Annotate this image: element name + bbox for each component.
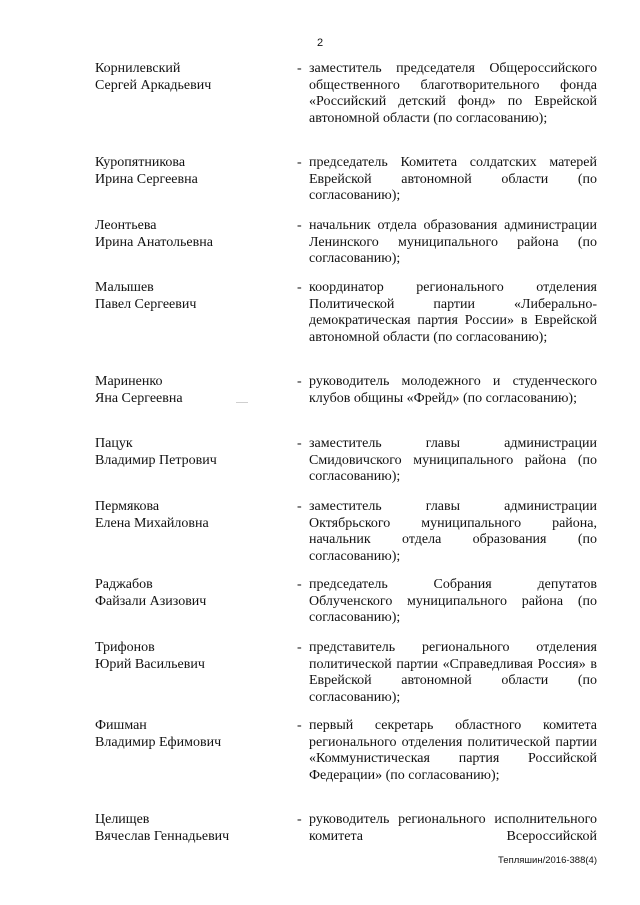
member-name	[95, 812, 285, 845]
member-role: председатель Собрания депутатов Облученского муниципального района (по согласованию);	[309, 577, 597, 625]
member-given-names: Яна Сергеевна	[95, 390, 183, 406]
member-name	[95, 61, 285, 94]
member-given-names: Ирина Анатольевна	[95, 234, 213, 250]
member-surname: Раджабов	[95, 577, 153, 592]
entry-dash: -	[297, 718, 302, 733]
member-name	[95, 577, 285, 610]
member-given-names: Елена Михайловна	[95, 515, 209, 531]
entry-dash: -	[297, 374, 302, 389]
entry-dash: -	[297, 218, 302, 233]
member-given-names: Владимир Ефимович	[95, 734, 222, 750]
member-role: заместитель председателя Общероссийского общественного благотворительного фонда «Российский детский фонд» по Еврейской автономной области (по согласованию);	[309, 61, 597, 126]
member-name	[95, 374, 285, 407]
entry-dash: -	[297, 640, 302, 655]
document-code: Тепляшин/2016-388(4)	[498, 855, 597, 866]
entry-dash: -	[297, 436, 302, 451]
entry-dash: -	[297, 577, 302, 592]
member-surname: Фишман	[95, 718, 147, 733]
member-given-names: Павел Сергеевич	[95, 296, 197, 312]
member-role: руководитель молодежного и студенческого клубов общины «Фрейд» (по согласованию);	[309, 374, 597, 406]
member-surname: Трифонов	[95, 640, 155, 655]
member-surname: Пермякова	[95, 499, 160, 514]
member-given-names: Сергей Аркадьевич	[95, 77, 212, 93]
member-given-names: Владимир Петрович	[95, 452, 217, 468]
member-given-names: Файзали Азизович	[95, 593, 207, 609]
entry-dash: -	[297, 280, 302, 295]
member-role: председатель Комитета солдатских матерей Еврейской автономной области (по согласованию);	[309, 155, 597, 203]
entry-dash: -	[297, 155, 302, 170]
member-role: представитель регионального отделения политической партии «Справедливая Россия» в Еврейской автономной области (по согласованию);	[309, 640, 597, 705]
member-given-names: Юрий Васильевич	[95, 656, 205, 672]
member-name	[95, 155, 285, 188]
page-number: 2	[316, 37, 324, 49]
member-surname: Корнилевский	[95, 61, 181, 76]
member-surname: Леонтьева	[95, 218, 157, 233]
entry-dash: -	[297, 812, 302, 827]
member-role: руководитель регионального исполнительного комитета Всероссийской	[309, 812, 597, 844]
entry-dash: -	[297, 61, 302, 76]
member-name	[95, 280, 285, 313]
member-role: начальник отдела образования администрации Ленинского муниципального района (по согласованию);	[309, 218, 597, 266]
member-role: координатор регионального отделения Политической партии «Либерально-демократическая партия России» в Еврейской автономной области (по согласованию);	[309, 280, 597, 345]
member-given-names: Вячеслав Геннадьевич	[95, 828, 230, 844]
member-surname: Куропятникова	[95, 155, 186, 170]
member-surname: Малышев	[95, 280, 154, 295]
member-surname: Пацук	[95, 436, 133, 451]
member-name	[95, 218, 285, 251]
member-role: заместитель главы администрации Октябрьского муниципального района, начальник отдела образования (по согласованию);	[309, 499, 597, 564]
member-role: заместитель главы администрации Смидовичского муниципального района (по согласованию);	[309, 436, 597, 484]
member-role: первый секретарь областного комитета регионального отделения политической партии «Коммунистическая партия Российской Федерации» (по согласованию);	[309, 718, 597, 783]
member-surname: Целищев	[95, 812, 150, 827]
member-name	[95, 436, 285, 469]
entry-dash: -	[297, 499, 302, 514]
member-given-names: Ирина Сергеевна	[95, 171, 198, 187]
member-surname: Мариненко	[95, 374, 163, 389]
member-name	[95, 640, 285, 673]
member-name	[95, 718, 285, 751]
scan-artifact	[236, 402, 248, 403]
member-name	[95, 499, 285, 532]
